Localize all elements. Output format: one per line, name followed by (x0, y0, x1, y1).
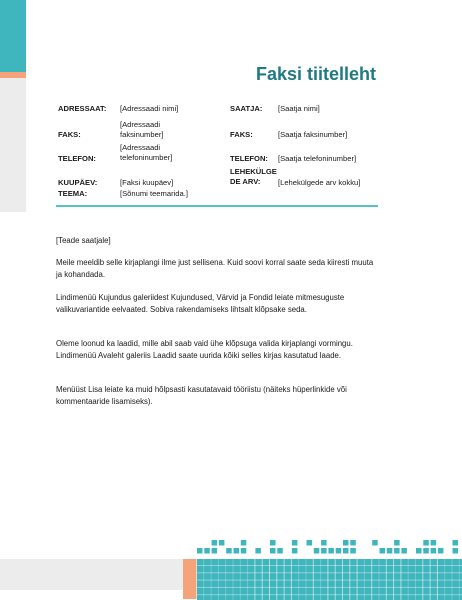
mosaic-tile (226, 548, 232, 554)
mosaic-tile (241, 548, 247, 554)
page-title: Faksi tiitelleht (255, 64, 376, 84)
sender-phone-label: TELEFON: (230, 154, 268, 163)
sender-fax-field[interactable]: [Saatja faksinumber] (278, 130, 348, 139)
mosaic-tile (343, 540, 349, 546)
mosaic-tile (372, 540, 378, 546)
sender-phone-field[interactable]: [Saatja telefoninumber] (278, 154, 357, 163)
mosaic-tile (321, 540, 327, 546)
mosaic-tile (307, 540, 313, 546)
mosaic-tile (350, 548, 356, 554)
mosaic-tile (204, 548, 210, 554)
recipient-fax-line2: faksinumber] (120, 130, 164, 139)
mosaic-gridline (197, 572, 462, 573)
mosaic-tile (292, 540, 298, 546)
body-paragraph-4[interactable]: Menüüst Lisa leiate ka muid hõlpsasti kasutatavaid tööriistu (näiteks hüperlinkide või kommentaaride lisamiseks). (56, 385, 347, 406)
mosaic-tile (438, 548, 444, 554)
mosaic-tile (336, 548, 342, 554)
mosaic-tile (431, 540, 437, 546)
recipient-label: ADRESSAAT: (58, 104, 107, 113)
mosaic-tile (270, 548, 276, 554)
mosaic-tile (431, 548, 437, 554)
body-paragraph-1[interactable]: Meile meeldib selle kirjaplangi ilme just sellisena. Kuid soovi korral saate seda kiiresti muuta ja kohandada. (56, 258, 374, 279)
mosaic-tile (394, 540, 400, 546)
mosaic-tile (350, 540, 356, 546)
mosaic-tile (387, 548, 393, 554)
mosaic-gridline (197, 594, 462, 595)
mosaic-tile (453, 540, 459, 546)
body-paragraph-3[interactable]: Oleme loonud ka laadid, mille abil saab vaid ühe klõpsuga valida kirjaplangi vormingu. Lindimenüü Avaleht galeriis Laadid saate uurida kõiki selles kirjas kasutatud laade. (56, 339, 353, 360)
date-label: KUUPÄEV: (58, 178, 98, 187)
page-count-label-line1: LEHEKÜLGE (230, 167, 277, 176)
mosaic-tile (292, 548, 298, 554)
mosaic-tile (277, 548, 283, 554)
page-count-field[interactable]: [Lehekülgede arv kokku] (278, 178, 361, 187)
recipient-fax-label: FAKS: (58, 130, 81, 139)
mosaic-tile (416, 548, 422, 554)
mosaic-tile (219, 540, 225, 546)
mosaic-tile (423, 540, 429, 546)
recipient-phone-label: TELEFON: (58, 154, 96, 163)
mosaic-gridline (197, 565, 462, 566)
mosaic-tile (453, 548, 459, 554)
mosaic-tile (423, 548, 429, 554)
mosaic-tile (314, 548, 320, 554)
mosaic-tile (401, 548, 407, 554)
mosaic-gridline (196, 559, 197, 600)
mosaic-tile (212, 548, 218, 554)
body-paragraph-2[interactable]: Lindimenüü Kujundus galeriidest Kujundused, Värvid ja Fondid leiate mitmesuguste valikuvariantide eelvaated. Sobiva rakendamiseks lihtsalt klõpsake seda. (56, 293, 345, 314)
subject-field[interactable]: [Sõnumi teemarida.] (120, 189, 188, 198)
subject-label: TEEMA: (58, 189, 88, 198)
mosaic-gridline (197, 580, 462, 581)
mosaic-tile (380, 548, 386, 554)
recipient-fax-line1: [Adressaadi (120, 120, 161, 129)
mosaic-tile (241, 540, 247, 546)
mosaic-tile (234, 548, 240, 554)
page-count-label-line2: DE ARV: (230, 177, 261, 186)
mosaic-tile (328, 548, 334, 554)
mosaic-tile (197, 548, 203, 554)
sender-label: SAATJA: (230, 104, 263, 113)
sender-name-field[interactable]: [Saatja nimi] (278, 104, 320, 113)
recipient-phone-line1: [Adressaadi (120, 143, 161, 152)
mosaic-tile (212, 540, 218, 546)
mosaic-tile (343, 548, 349, 554)
mosaic-tile (270, 540, 276, 546)
mosaic-tile (321, 548, 327, 554)
recipient-phone-line2: telefoninumber] (120, 153, 173, 162)
date-field[interactable]: [Faksi kuupäev] (120, 178, 174, 187)
mosaic-tile (255, 548, 261, 554)
salutation[interactable]: [Teade saatjale] (56, 236, 111, 245)
recipient-name-field[interactable]: [Adressaadi nimi] (120, 104, 179, 113)
mosaic-tile (394, 548, 400, 554)
mosaic-gridline (197, 587, 462, 588)
sender-fax-label: FAKS: (230, 130, 253, 139)
